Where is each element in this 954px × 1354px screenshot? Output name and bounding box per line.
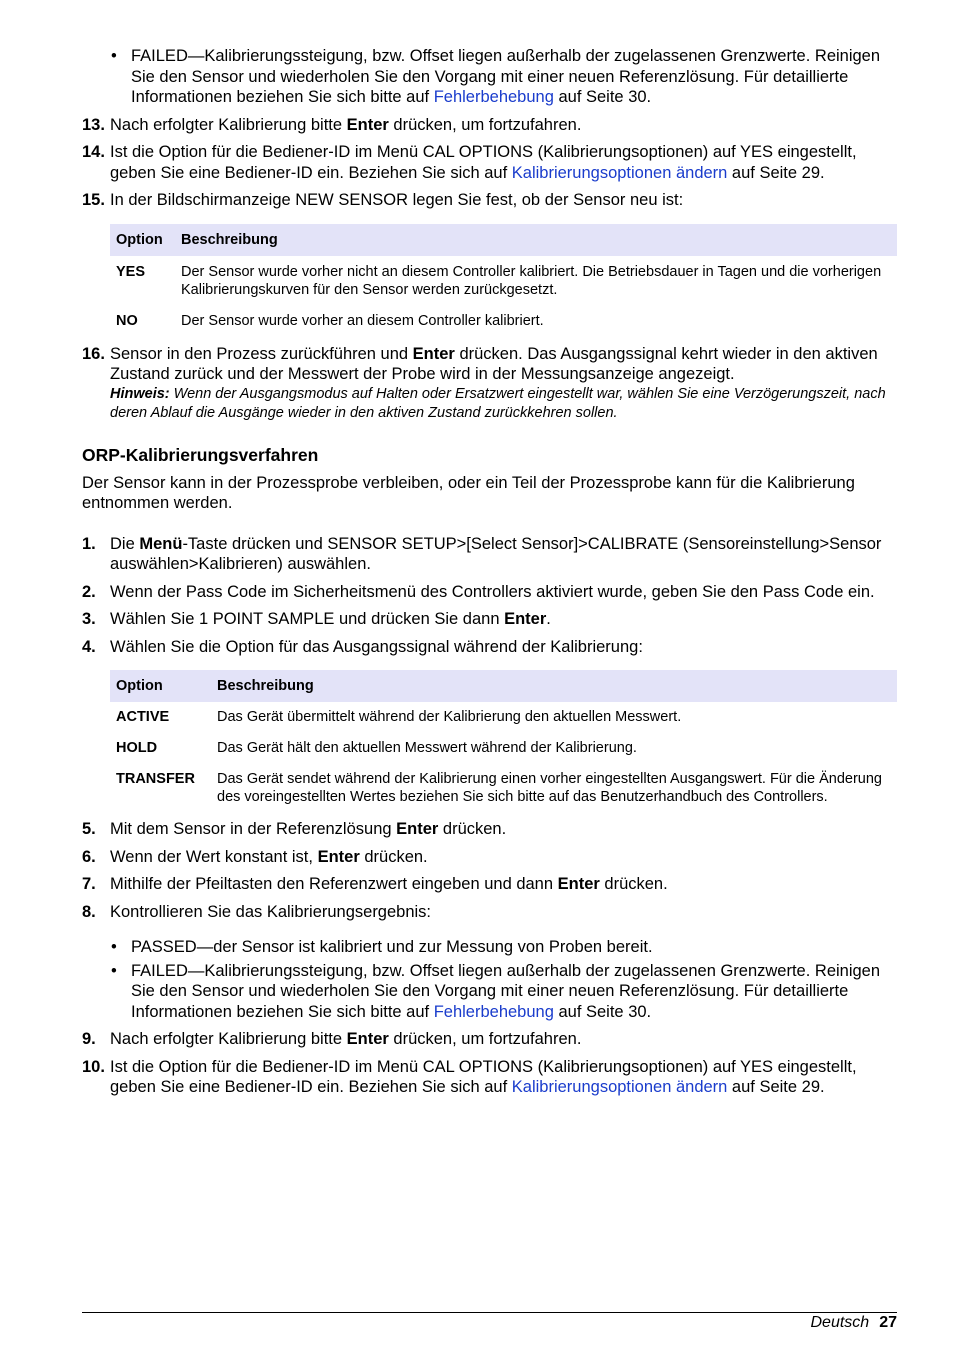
section-intro: Der Sensor kann in der Prozessprobe verbleiben, oder ein Teil der Prozessprobe kann für die Kalibrierung entnommen werden.	[82, 473, 855, 512]
step-number: 8.	[82, 902, 96, 921]
option-key: TRANSFER	[116, 771, 195, 787]
bullet-text: PASSED—der Sensor ist kalibriert und zur Messung von Proben bereit.	[131, 938, 653, 956]
bullet-icon: •	[111, 961, 117, 980]
step-key: Enter	[317, 847, 360, 866]
step-15	[82, 190, 897, 211]
step-10	[82, 1057, 897, 1098]
step-13	[82, 115, 897, 136]
step-number: 5.	[82, 820, 96, 838]
step-number: 3.	[82, 610, 96, 628]
step-text: Ist die Option für die Bediener-ID im Menü CAL OPTIONS (Kalibrierungsoptionen) auf YES eingestellt, geben Sie eine Bediener-ID ein. Beziehen Sie sich auf	[110, 1057, 857, 1096]
new-sensor-option-table	[110, 224, 897, 337]
table-row	[110, 733, 897, 764]
fehlerbehebung-link[interactable]: Fehlerbehebung	[433, 1002, 554, 1021]
step-key: Enter	[504, 610, 547, 628]
step-3	[82, 609, 897, 630]
output-option-table	[110, 670, 897, 813]
table-header-row	[110, 224, 897, 256]
option-description: Das Gerät sendet während der Kalibrierung einen vorher eingestellten Ausgangswert. Für die Änderung des voreingestellten Wertes beziehen Sie sich bitte auf das Benutzerhandbuch des Controllers.	[217, 771, 882, 805]
step-7	[82, 874, 897, 895]
option-description: Das Gerät hält den aktuellen Messwert während der Kalibrierung.	[217, 740, 637, 756]
step-text-end: drücken. Das Ausgangssignal kehrt wieder in den aktiven Zustand zurück und der Messwert der Probe wird in der Messungsanzeige angezeigt.	[110, 344, 878, 383]
option-key: NO	[116, 312, 138, 329]
step-14	[82, 142, 897, 183]
option-description: Das Gerät übermittelt während der Kalibrierung den aktuellen Messwert.	[217, 709, 682, 725]
step-number: 15.	[82, 191, 105, 209]
fehlerbehebung-link[interactable]: Fehlerbehebung	[433, 88, 554, 106]
column-header-option: Option	[110, 224, 175, 256]
option-description: Der Sensor wurde vorher an diesem Controller kalibriert.	[181, 312, 544, 329]
step-number: 6.	[82, 847, 96, 866]
column-header-description: Beschreibung	[211, 670, 897, 702]
page-number: 27	[879, 1314, 897, 1331]
step-number: 14.	[82, 143, 105, 161]
option-key: HOLD	[116, 740, 158, 756]
table-row	[110, 764, 897, 813]
step-9	[82, 1029, 897, 1050]
step-number: 10.	[82, 1057, 105, 1076]
step-text: Nach erfolgter Kalibrierung bitte	[110, 115, 347, 134]
step-number: 4.	[82, 637, 96, 656]
kalibrierungsoptionen-link[interactable]: Kalibrierungsoptionen ändern	[511, 1078, 728, 1096]
step-text-end: drücken.	[438, 820, 507, 838]
note-text: Wenn der Ausgangsmodus auf Halten oder Ersatzwert eingestellt war, wählen Sie eine Verzögerungszeit, nach deren Ablauf die Ausgänge wieder in den aktiven Zustand zurückkehren sollen.	[110, 385, 886, 421]
step-text: Nach erfolgter Kalibrierung bitte	[110, 1030, 347, 1048]
table-row	[110, 702, 897, 733]
step-text: Mit dem Sensor in der Referenzlösung	[110, 820, 397, 838]
footer-language: Deutsch	[810, 1314, 870, 1331]
list-item	[82, 961, 897, 1023]
step-key: Enter	[396, 820, 439, 838]
step-text-end: auf Seite 29.	[727, 163, 825, 182]
step-number: 13.	[82, 115, 105, 134]
list-item	[82, 46, 897, 108]
table-header-row	[110, 670, 897, 702]
step-text-end: auf Seite 29.	[727, 1078, 825, 1096]
step-key: Menü	[139, 534, 183, 553]
bullet-icon: •	[111, 47, 117, 65]
step-text-end: -Taste drücken und SENSOR SETUP>[Select Sensor]>CALIBRATE (Sensoreinstellung>Sensor auswählen>Kalibrieren) auswählen.	[110, 534, 882, 573]
step-text: Wenn der Wert konstant ist,	[110, 847, 318, 866]
step-text-end: drücken.	[359, 847, 428, 866]
option-key: YES	[116, 263, 146, 280]
step-number: 7.	[82, 875, 96, 893]
step-16	[82, 344, 897, 423]
step-text: In der Bildschirmanzeige NEW SENSOR legen Sie fest, ob der Sensor neu ist:	[110, 191, 684, 209]
footer-right	[811, 1313, 898, 1333]
step-key: Enter	[412, 344, 455, 363]
step-text: Sensor in den Prozess zurückführen und	[110, 344, 413, 363]
step-key: Enter	[557, 875, 600, 893]
bullet-text-end: auf Seite 30.	[553, 88, 652, 106]
note-label: Hinweis:	[110, 385, 170, 402]
step-key: Enter	[346, 115, 389, 134]
step-number: 1.	[82, 534, 96, 553]
step-8	[82, 902, 897, 923]
step-1	[82, 534, 897, 575]
page-footer	[82, 1312, 897, 1331]
step-6	[82, 847, 897, 868]
result-bullet-list	[82, 937, 897, 1022]
step-text-end: drücken.	[599, 875, 668, 893]
step-number: 16.	[82, 344, 105, 363]
step-4	[82, 637, 897, 658]
step-text: Kontrollieren Sie das Kalibrierungsergebnis:	[110, 902, 432, 921]
bullet-icon: •	[111, 938, 117, 956]
bullet-text: FAILED—Kalibrierungssteigung, bzw. Offset liegen außerhalb der zugelassenen Grenzwerte. Reinigen Sie den Sensor und wiederholen Sie den Vorgang mit einer neuen Referenzlösung. Für detaillierte Informationen beziehen Sie sich bitte auf	[131, 47, 881, 106]
step-text: Wählen Sie die Option für das Ausgangssignal während der Kalibrierung:	[110, 637, 643, 656]
section-heading: ORP-Kalibrierungsverfahren	[82, 444, 319, 465]
step-2	[82, 582, 897, 603]
column-header-option: Option	[110, 670, 211, 702]
step-text: Wählen Sie 1 POINT SAMPLE und drücken Sie dann	[110, 610, 505, 628]
step-number: 2.	[82, 582, 96, 601]
kalibrierungsoptionen-link[interactable]: Kalibrierungsoptionen ändern	[511, 163, 728, 182]
option-description: Der Sensor wurde vorher nicht an diesem Controller kalibriert. Die Betriebsdauer in Tagen und die vorherigen Kalibrierungskurven für den Sensor werden zurückgesetzt.	[181, 263, 882, 298]
step-5	[82, 819, 897, 840]
step-text: Ist die Option für die Bediener-ID im Menü CAL OPTIONS (Kalibrierungsoptionen) auf YES eingestellt, geben Sie eine Bediener-ID ein. Beziehen Sie sich auf	[110, 143, 857, 182]
table-row	[110, 256, 897, 306]
bullet-text-end: auf Seite 30.	[553, 1002, 652, 1021]
step-key: Enter	[346, 1030, 389, 1048]
step-text-end: drücken, um fortzufahren.	[388, 1030, 582, 1048]
note	[110, 385, 897, 423]
failed-bullet-list-top	[82, 46, 897, 108]
table-row	[110, 306, 897, 337]
step-number: 9.	[82, 1030, 96, 1048]
column-header-description: Beschreibung	[175, 224, 897, 256]
step-text: Die	[110, 534, 140, 553]
step-text-end: .	[546, 610, 551, 628]
bullet-text: FAILED—Kalibrierungssteigung, bzw. Offset liegen außerhalb der zugelassenen Grenzwerte. Reinigen Sie den Sensor und wiederholen Sie den Vorgang mit einer neuen Referenzlösung. Für detaillierte Informationen beziehen Sie sich bitte auf	[131, 961, 881, 1021]
list-item	[82, 937, 897, 958]
step-text: Mithilfe der Pfeiltasten den Referenzwert eingeben und dann	[110, 875, 558, 893]
step-text-end: drücken, um fortzufahren.	[388, 115, 582, 134]
option-key: ACTIVE	[116, 709, 170, 725]
page-content	[82, 46, 897, 1098]
step-text: Wenn der Pass Code im Sicherheitsmenü des Controllers aktiviert wurde, geben Sie den Pass Code ein.	[110, 582, 875, 601]
